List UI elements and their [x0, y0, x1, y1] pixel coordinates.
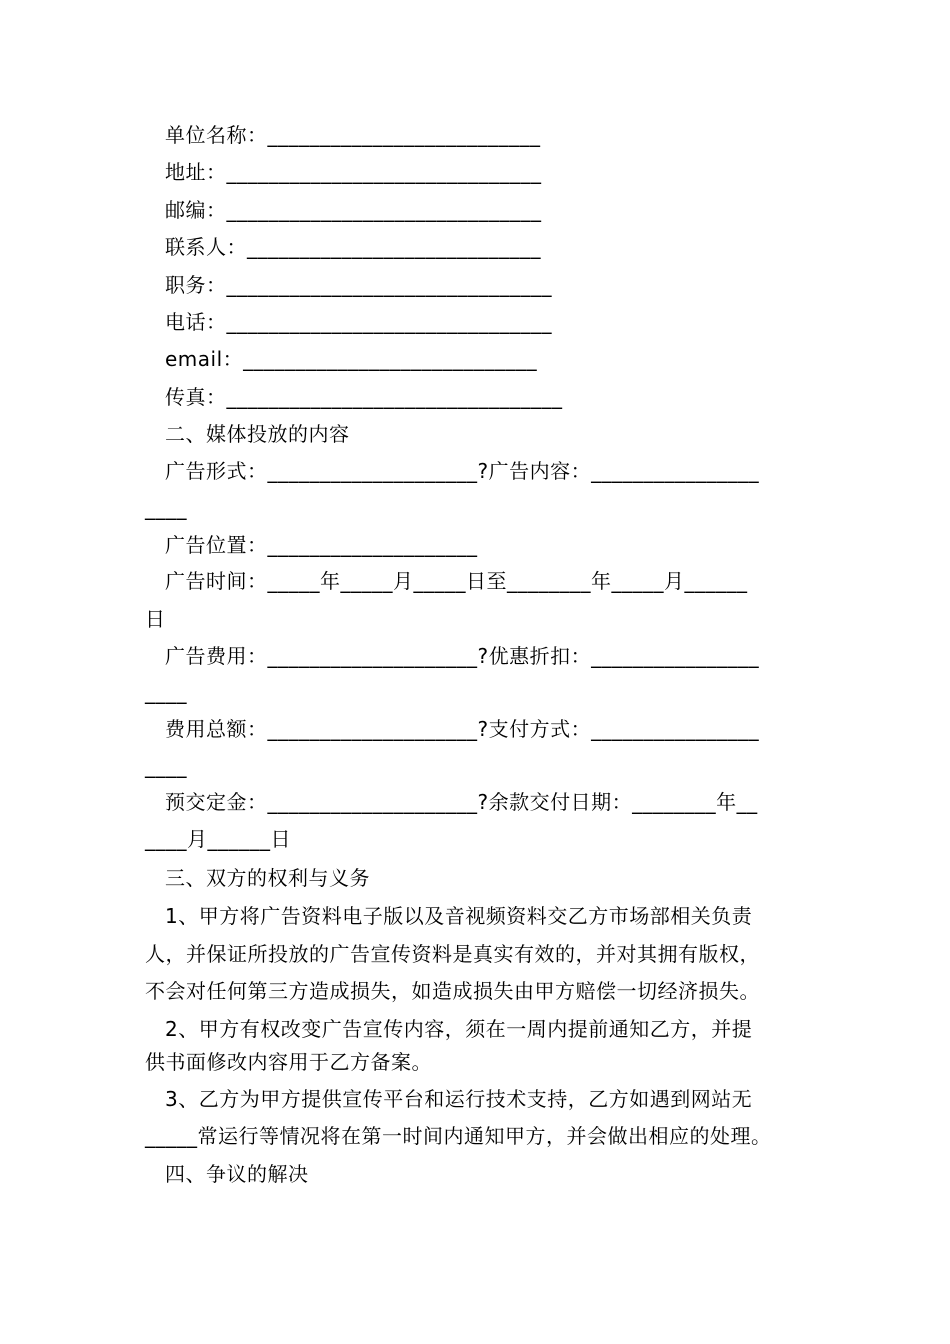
contact-person-line: 联系人：____________________________	[165, 235, 541, 259]
phone-line: 电话：_______________________________	[165, 310, 552, 334]
section-2-heading: 二、媒体投放的内容	[165, 422, 350, 446]
postcode-line: 邮编：______________________________	[165, 198, 542, 222]
ad-form-content-line: 广告形式：____________________?广告内容：________________	[165, 459, 760, 483]
balance-date-continuation: ____月______日	[145, 827, 291, 851]
clause-2-line-1: 2、甲方有权改变广告宣传内容，须在一周内提前通知乙方，并提	[165, 1017, 753, 1041]
clause-3-line-2: _____常运行等情况将在第一时间内通知甲方，并会做出相应的处理。	[145, 1124, 772, 1148]
ad-fee-discount-line: 广告费用：____________________?优惠折扣：________________	[165, 644, 760, 668]
fax-line: 传真：________________________________	[165, 385, 563, 409]
deposit-balance-line: 预交定金：____________________?余款交付日期：________年__	[165, 790, 758, 814]
ad-time-line: 广告时间：_____年_____月_____日至________年_____月______	[165, 569, 748, 593]
total-payment-line: 费用总额：____________________?支付方式：________________	[165, 717, 760, 741]
clause-2-line-2: 供书面修改内容用于乙方备案。	[145, 1050, 432, 1074]
ad-form-content-continuation: ____	[145, 496, 187, 520]
clause-1-line-1: 1、甲方将广告资料电子版以及音视频资料交乙方市场部相关负责	[165, 904, 753, 928]
ad-time-continuation: 日	[145, 607, 166, 631]
unit-name-line: 单位名称：__________________________	[165, 123, 541, 147]
address-line: 地址：______________________________	[165, 160, 542, 184]
email-line: email：____________________________	[165, 347, 538, 371]
total-payment-continuation: ____	[145, 754, 187, 778]
clause-1-line-3: 不会对任何第三方造成损失，如造成损失由甲方赔偿一切经济损失。	[145, 979, 760, 1003]
clause-3-line-1: 3、乙方为甲方提供宣传平台和运行技术支持，乙方如遇到网站无	[165, 1087, 753, 1111]
position-line: 职务：_______________________________	[165, 273, 552, 297]
clause-1-line-2: 人，并保证所投放的广告宣传资料是真实有效的，并对其拥有版权，	[145, 942, 760, 966]
section-4-heading: 四、争议的解决	[165, 1162, 309, 1186]
section-3-heading: 三、双方的权利与义务	[165, 866, 370, 890]
ad-fee-continuation: ____	[145, 680, 187, 704]
ad-position-line: 广告位置：____________________	[165, 533, 478, 557]
